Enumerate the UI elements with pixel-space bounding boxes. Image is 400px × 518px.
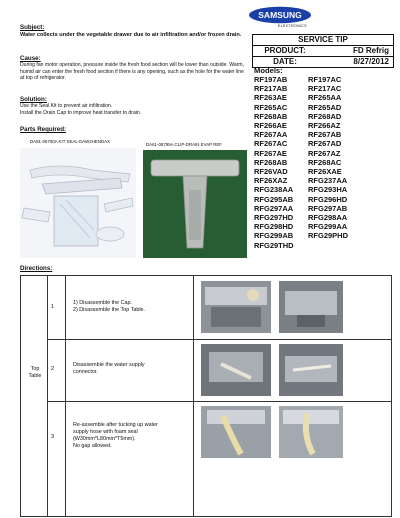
model-number: RF267AZ	[308, 148, 341, 158]
model-number: RFG29THD	[254, 240, 294, 250]
model-number: RFG29PHD	[308, 231, 349, 241]
model-number: RFG297HD	[254, 213, 294, 223]
model-row	[254, 84, 394, 93]
date-value: 8/27/2012	[353, 57, 389, 66]
model-number: RF217AC	[308, 84, 342, 94]
step-1-photo-b	[279, 281, 343, 333]
step-3-line-1: Re-assemble after tucking up water	[73, 422, 158, 428]
step-2-line-1: Disassemble the water supply	[73, 362, 145, 368]
model-number: RF268AB	[254, 111, 288, 121]
step-1-photo-a	[201, 281, 271, 333]
step-3-number: 3	[51, 434, 55, 440]
model-row	[254, 176, 394, 185]
models-label: Models:	[254, 66, 283, 75]
model-number: RF217AB	[254, 84, 288, 94]
step-1-line-1: 1) Disassemble the Cap.	[73, 300, 133, 306]
model-row	[254, 93, 394, 102]
model-number: RF267AE	[254, 148, 287, 158]
solution-line-2: Install the Drain Cap to improve heat transfer to drain.	[20, 110, 142, 116]
solution-label: Solution:	[20, 96, 47, 103]
model-number: RF197AB	[254, 75, 288, 84]
model-row	[254, 139, 394, 148]
step-3-line-4: No gap allowed.	[73, 443, 112, 449]
model-row	[254, 121, 394, 130]
step-2-line-2: connector.	[73, 369, 98, 375]
model-number: RF267AB	[308, 130, 342, 140]
model-number: RF267AA	[254, 130, 288, 140]
model-number: RF267AD	[308, 139, 342, 149]
model-row	[254, 103, 394, 112]
directions-table	[20, 275, 392, 517]
model-number: RF268AB	[254, 157, 288, 167]
cause-label: Cause:	[20, 55, 41, 62]
model-row	[254, 158, 394, 167]
model-number: RFG297AA	[254, 203, 294, 213]
subject-label: Subject:	[20, 24, 45, 31]
step-2-photo-a	[201, 344, 271, 396]
service-tip-box	[252, 34, 394, 68]
model-number: RFG299AB	[254, 231, 294, 241]
model-number: RF26XAZ	[254, 176, 288, 186]
model-row	[254, 222, 394, 231]
product-label: PRODUCT:	[264, 46, 306, 55]
parts-label: Parts Required:	[20, 126, 67, 133]
model-number: RF265AC	[254, 102, 288, 112]
model-number: RFG237AA	[308, 176, 348, 186]
seal-kit-photo	[20, 148, 136, 258]
samsung-logo	[248, 6, 312, 24]
model-row	[254, 130, 394, 139]
step-2-number: 2	[51, 366, 55, 372]
model-row	[254, 112, 394, 121]
product-row	[253, 46, 393, 57]
cause-text: During fan motor operation, pressure inside the fresh food section will be lower than outside. Warm, humid air can enter the fresh food section if there is any opening, such as the hole for the water line at top of refrigerator.	[20, 62, 245, 82]
model-number: RFG297AB	[308, 203, 348, 213]
part-2-label: DA61-08795A CLIP-DRAIN EVAP REF	[146, 142, 222, 147]
model-number: RF268AD	[308, 111, 342, 121]
model-number: RF263AE	[254, 93, 287, 103]
model-row	[254, 185, 394, 194]
logo-text: SAMSUNG	[258, 10, 302, 20]
step-1-number: 1	[51, 304, 55, 310]
step-3-photo-a	[201, 406, 271, 458]
model-row	[254, 231, 394, 240]
model-number: RFG295AB	[254, 194, 294, 204]
model-number: RFG298HD	[254, 222, 294, 232]
model-row	[254, 167, 394, 176]
solution-line-1: Use the Seal Kit to prevent air infiltration.	[20, 103, 113, 109]
step-3-line-3: (W30mm*L80mm*T5mm).	[73, 436, 136, 442]
model-number: RF266AZ	[308, 121, 341, 131]
model-number: RF265AD	[308, 102, 342, 112]
model-number: RF26XAE	[308, 167, 342, 177]
model-row	[254, 195, 394, 204]
subject-text: Water collects under the vegetable drawer due to air infiltration and/or frozen drain.	[20, 32, 242, 38]
model-number: RF265AA	[308, 93, 342, 103]
directions-label: Directions:	[20, 265, 53, 272]
step-3-line-2: supply hose with foam seal	[73, 429, 138, 435]
model-number: RF267AC	[254, 139, 288, 149]
model-row	[254, 149, 394, 158]
model-number: RFG238AA	[254, 185, 294, 195]
model-number: RF268AC	[308, 157, 342, 167]
drain-clip-photo	[143, 150, 247, 258]
service-tip-title: SERVICE TIP	[253, 35, 393, 46]
model-number: RFG298AA	[308, 213, 348, 223]
logo-subtitle: ELECTRONICS	[278, 24, 307, 28]
model-number: RF26VAD	[254, 167, 288, 177]
model-row	[254, 75, 394, 84]
step-1-line-2: 2) Disassemble the Top Table.	[73, 307, 146, 313]
model-number: RFG299AA	[308, 222, 348, 232]
date-label: DATE:	[273, 57, 297, 66]
step-3-photo-b	[279, 406, 343, 458]
model-row	[254, 204, 394, 213]
model-number: RF266AE	[254, 121, 287, 131]
model-row	[254, 241, 394, 250]
models-list	[254, 75, 394, 250]
model-number: RF197AC	[308, 75, 342, 84]
part-1-label: DA81-05700A KIT SEAL-DAW2HENDAX	[30, 139, 111, 144]
group-label-top-table: Top Table	[28, 366, 42, 379]
step-2-photo-b	[279, 344, 343, 396]
product-value: FD Refrig	[353, 46, 389, 55]
model-row	[254, 213, 394, 222]
model-number: RFG296HD	[308, 194, 348, 204]
model-number: RFG293HA	[308, 185, 348, 195]
